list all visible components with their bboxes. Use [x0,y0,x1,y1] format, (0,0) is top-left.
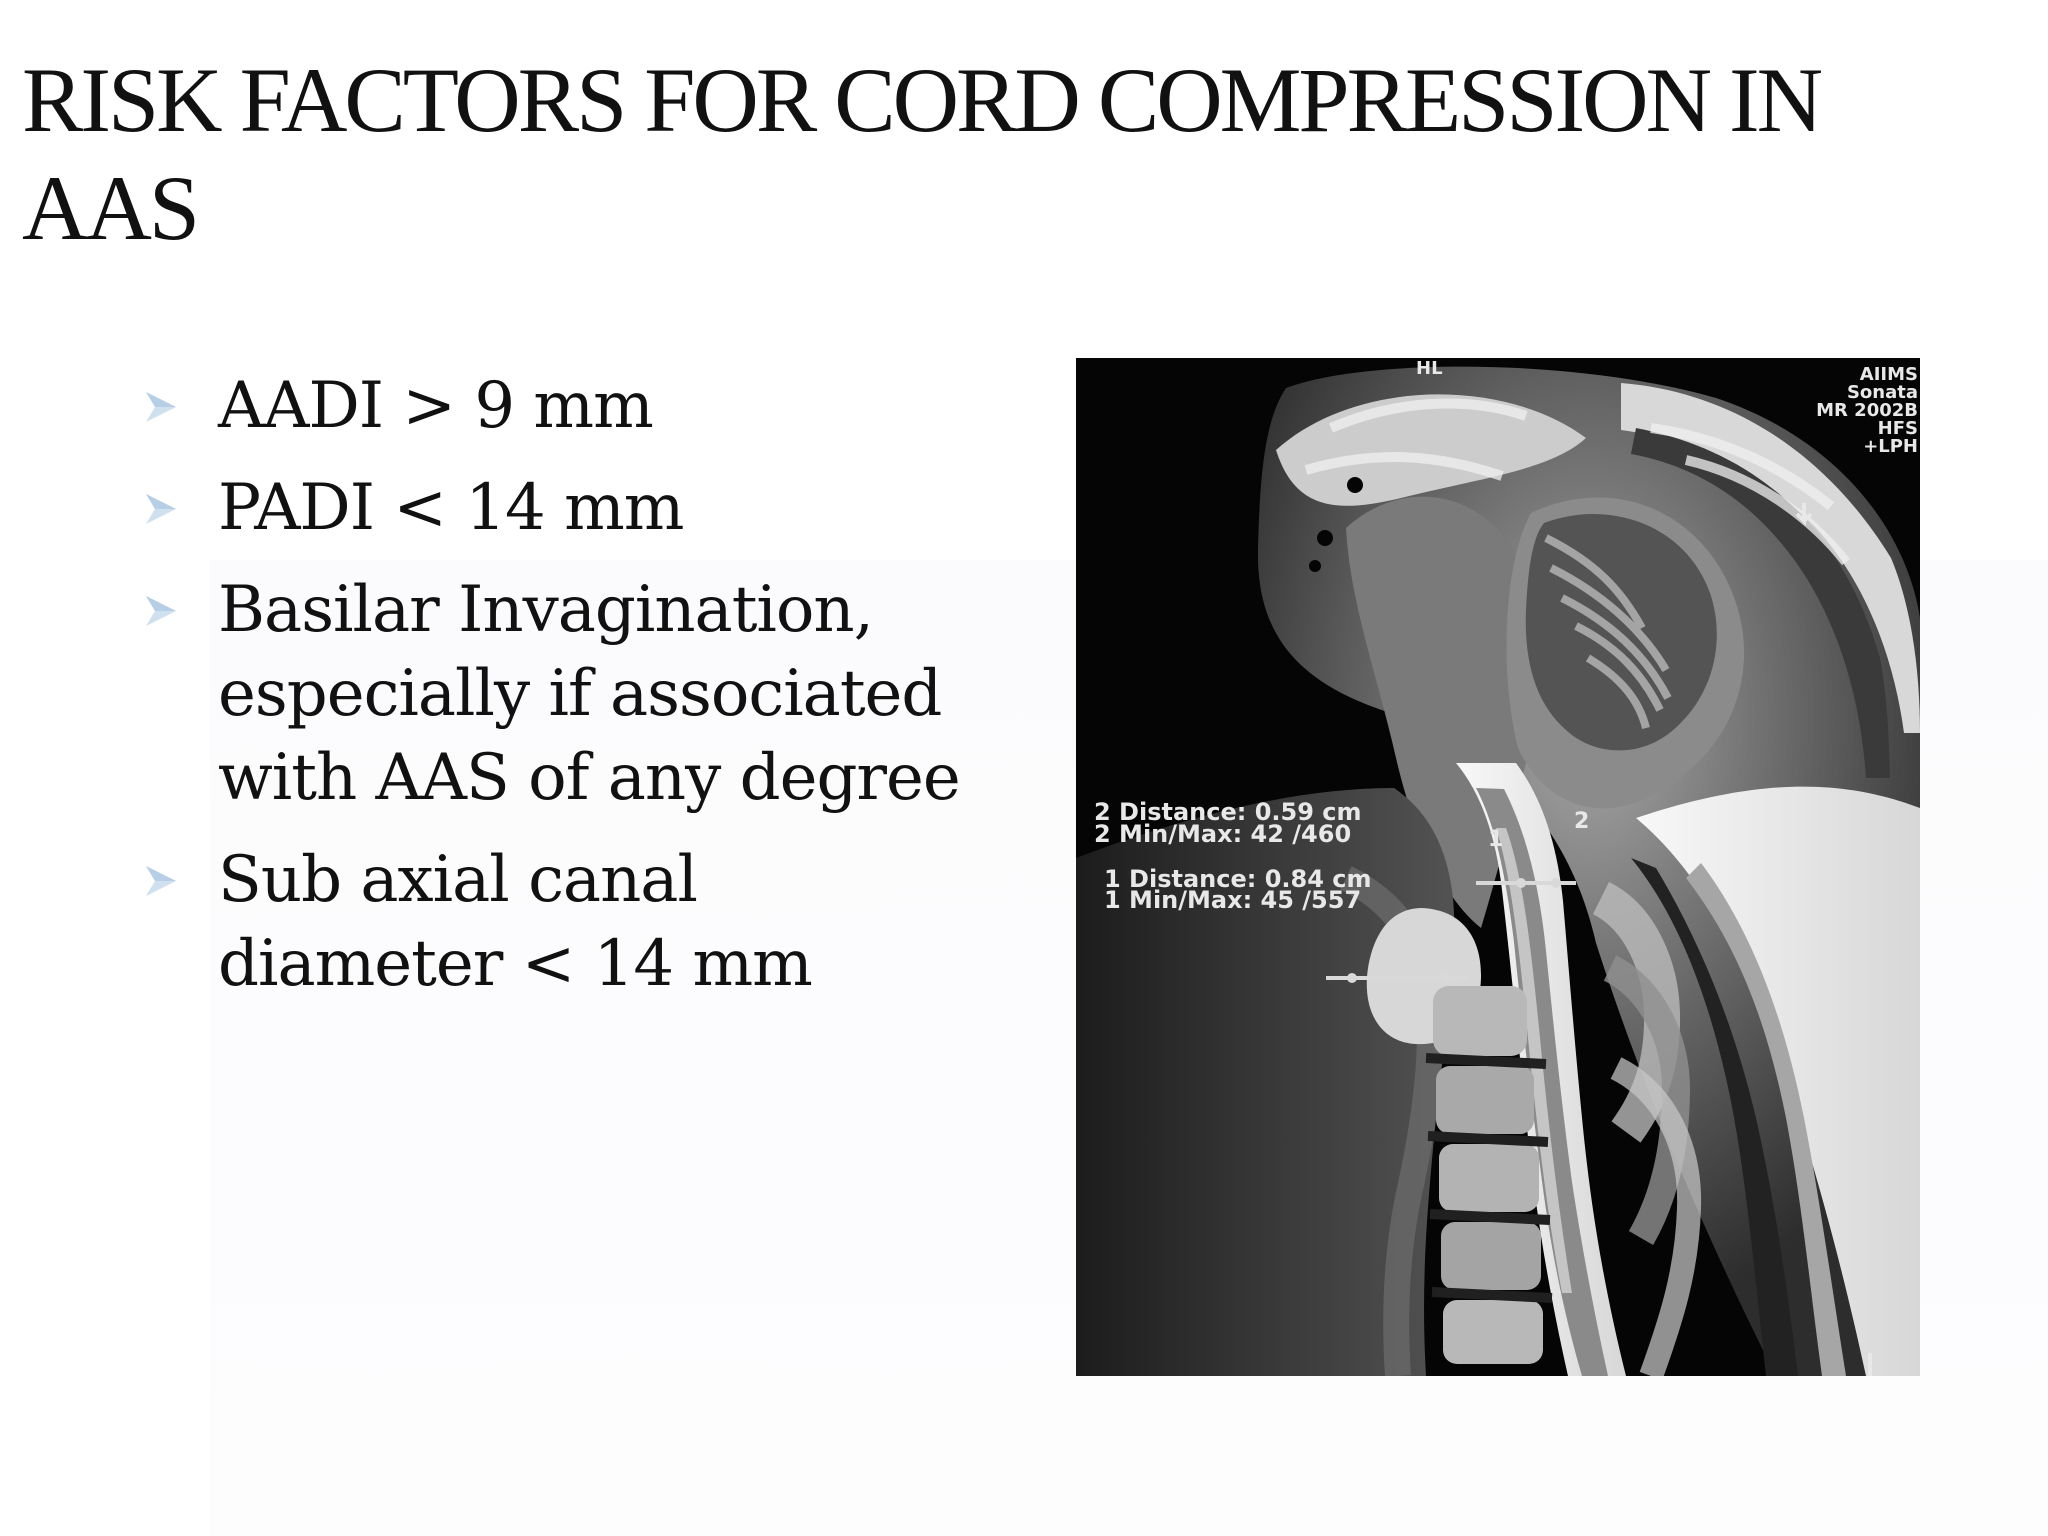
bullet-text-basilar-invagination: Basilar Invagination, especially if associated with AAS of any degree [218,573,960,815]
measurement-1-distance: 1 Distance: 0.84 cm [1104,865,1372,893]
mri-header-sonata: Sonata [1846,382,1918,403]
arrowhead-bullet-icon [144,492,178,526]
measurement-2-minmax: 2 Min/Max: 42 /460 [1094,820,1352,848]
bullet-item-basilar-invagination [140,568,1000,820]
bullet-text-aadi: AADI > 9 mm [218,369,653,443]
arrowhead-bullet-icon [144,594,178,628]
slide-title: RISK FACTORS FOR CORD COMPRESSION IN AAS [22,49,1821,259]
measurement-marker-1: 1 [1488,827,1504,852]
bullet-text-padi: PADI < 14 mm [218,471,684,545]
arrowhead-bullet-icon [144,864,178,898]
bullet-item-padi [140,466,1000,550]
bullet-item-subaxial-canal-diameter [140,838,1000,1006]
measurement-marker-2: 2 [1574,809,1590,834]
bullet-text-subaxial-canal-diameter: Sub axial canal diameter < 14 mm [218,843,812,1001]
mri-header-lph: +LPH [1863,436,1918,457]
measurement-1-minmax: 1 Min/Max: 45 /557 [1104,886,1362,914]
bullet-item-aadi [140,364,1000,448]
risk-factor-list [140,364,1000,1024]
mri-header-aiims: AIIMS [1859,364,1918,385]
top-marker-label: HL [1416,358,1443,379]
mri-header-hfs: HFS [1877,418,1918,439]
mri-header-mr-id: MR 2002B [1816,400,1918,421]
arrowhead-bullet-icon [144,390,178,424]
measurement-2-distance: 2 Distance: 0.59 cm [1094,798,1362,826]
sagittal-mri-image [1076,358,1920,1376]
